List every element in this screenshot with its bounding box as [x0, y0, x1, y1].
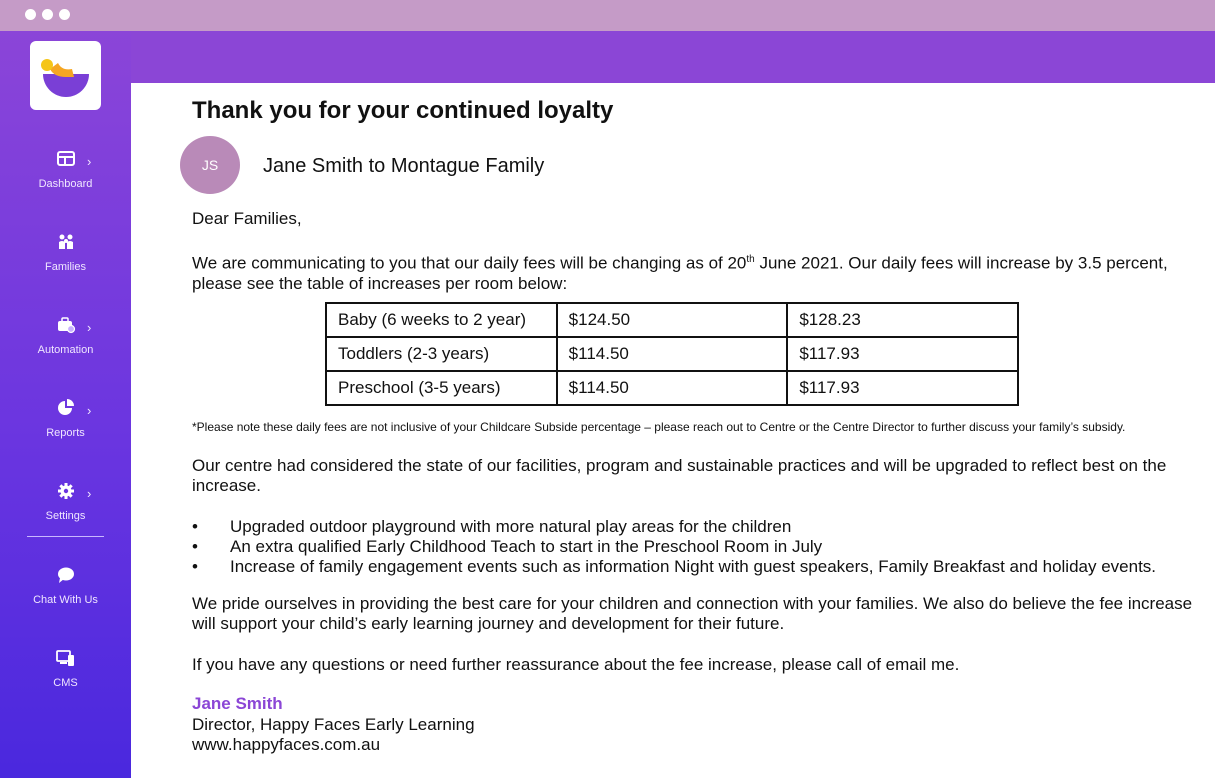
- sidebar-item-reports[interactable]: [0, 398, 131, 468]
- table-row: [326, 337, 1018, 371]
- sidebar-item-label: Chat With Us: [33, 594, 98, 606]
- greeting: Dear Families,: [192, 209, 302, 228]
- fees-note: *Please note these daily fees are not inclusive of your Childcare Subside percentage – please reach out to Centre or the Centre Director to further discuss your family’s subsidy.: [192, 420, 1126, 434]
- list-item: • Increase of family engagement events such as information Night with guest speakers, Family Breakfast and holiday events.: [192, 557, 1156, 577]
- table-row: [326, 303, 1018, 337]
- sidebar-item-label: CMS: [53, 677, 78, 689]
- sidebar-item-label: Automation: [37, 344, 94, 356]
- message-from-line: Jane Smith to Montague Family: [263, 155, 545, 177]
- avatar[interactable]: JS: [180, 136, 240, 194]
- pie-chart-icon: [56, 398, 76, 418]
- sidebar-divider: [27, 536, 104, 537]
- sidebar-item-chat-with-us[interactable]: [0, 565, 131, 635]
- new-fee-cell: $117.93: [787, 337, 1018, 371]
- sidebar-item-families[interactable]: [0, 232, 131, 302]
- window-titlebar: [0, 0, 1215, 31]
- room-cell: Baby (6 weeks to 2 year): [326, 303, 557, 337]
- message-subject: Thank you for your continued loyalty: [192, 97, 614, 124]
- window-maximize-button[interactable]: [59, 9, 70, 20]
- sidebar-item-settings[interactable]: [0, 481, 131, 551]
- sidebar-item-label: Families: [45, 261, 86, 273]
- dashboard-icon: [56, 149, 76, 169]
- intro-paragraph: We are communicating to you that our daily fees will be changing as of 20th June 2021. Our daily fees will increase by 3.5 percent, please see the table of increases per room below:: [192, 253, 1168, 293]
- sidebar-item-automation[interactable]: [0, 315, 131, 385]
- families-icon: [56, 232, 76, 252]
- signature-name: Jane Smith: [192, 694, 283, 713]
- sidebar-item-cms[interactable]: [0, 648, 131, 718]
- window-minimize-button[interactable]: [42, 9, 53, 20]
- chevron-right-icon: ›: [87, 486, 92, 501]
- header-bar: [131, 31, 1215, 83]
- sidebar-item-label: Reports: [46, 427, 85, 439]
- chevron-right-icon: ›: [87, 403, 92, 418]
- table-row: [326, 371, 1018, 405]
- window-close-button[interactable]: [25, 9, 36, 20]
- list-item: • An extra qualified Early Childhood Teach to start in the Preschool Room in July: [192, 537, 1156, 557]
- sidebar-item-dashboard[interactable]: [0, 149, 131, 219]
- room-cell: Preschool (3-5 years): [326, 371, 557, 405]
- signature-title: Director, Happy Faces Early Learning: [192, 715, 475, 734]
- facilities-paragraph: Our centre had considered the state of our facilities, program and sustainable practices and will be upgraded to reflect best on the increase.: [192, 456, 1167, 495]
- current-fee-cell: $124.50: [557, 303, 788, 337]
- sidebar-item-label: Dashboard: [38, 178, 93, 190]
- sidebar-item-label: Settings: [45, 510, 86, 522]
- sidebar: [0, 31, 131, 778]
- room-cell: Toddlers (2-3 years): [326, 337, 557, 371]
- current-fee-cell: $114.50: [557, 371, 788, 405]
- devices-icon: [56, 648, 76, 668]
- upgrades-list: [192, 517, 1156, 577]
- pride-paragraph: We pride ourselves in providing the best care for your children and connection with your families. We also do believe the fee increase will support your child’s early learning journey and development for their future.: [192, 594, 1193, 633]
- gear-icon: [56, 481, 76, 501]
- signature-website[interactable]: www.happyfaces.com.au: [192, 735, 381, 754]
- list-item: • Upgraded outdoor playground with more natural play areas for the children: [192, 517, 1156, 537]
- app-logo[interactable]: [30, 41, 101, 110]
- new-fee-cell: $117.93: [787, 371, 1018, 405]
- chevron-right-icon: ›: [87, 154, 92, 169]
- new-fee-cell: $128.23: [787, 303, 1018, 337]
- questions-paragraph: If you have any questions or need further reassurance about the fee increase, please call of email me.: [192, 655, 960, 674]
- happy-faces-logo-icon: [30, 41, 101, 110]
- fees-table: [325, 302, 1019, 406]
- automation-icon: [56, 315, 76, 335]
- chat-icon: [56, 565, 76, 585]
- message-view: [131, 83, 1215, 778]
- current-fee-cell: $114.50: [557, 337, 788, 371]
- chevron-right-icon: ›: [87, 320, 92, 335]
